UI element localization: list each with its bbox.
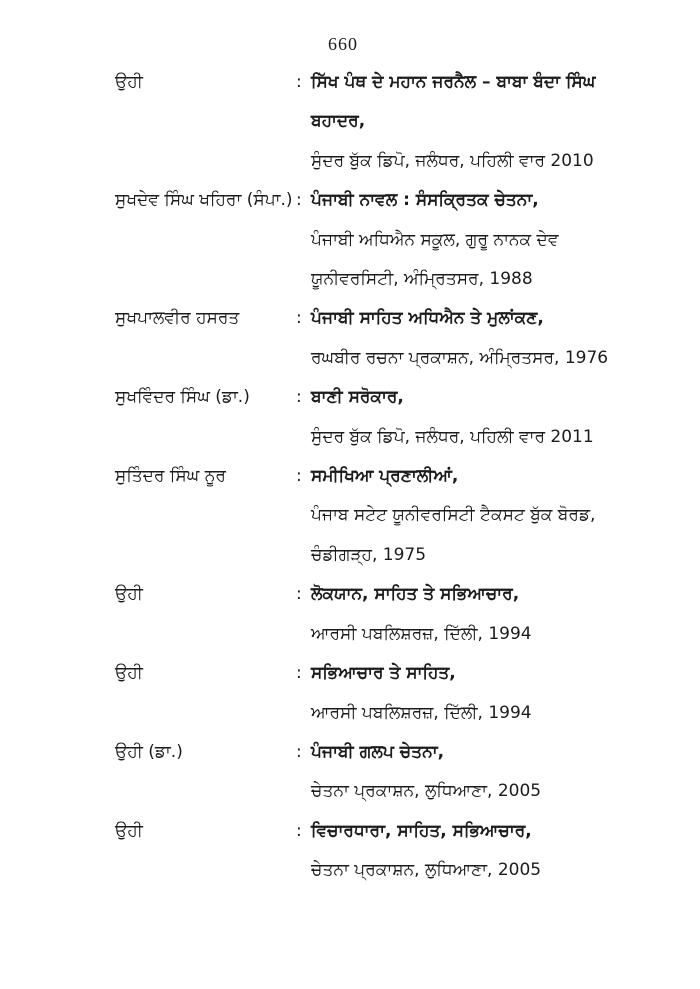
- entry-publisher-line: ਚੇਤਨਾ ਪ੍ਰਕਾਸ਼ਨ, ਲੁਧਿਆਣਾ, 2005: [311, 860, 542, 881]
- entry-publisher-line: ਪੰਜਾਬੀ ਅਧਿਐਨ ਸਕੂਲ, ਗੁਰੂ ਨਾਨਕ ਦੇਵ: [311, 229, 559, 250]
- entry-publisher-line: ਪੰਜਾਬ ਸਟੇਟ ਯੂਨੀਵਰਸਿਟੀ ਟੈਕਸਟ ਬੁੱਕ ਬੋਰਡ,: [311, 505, 596, 526]
- entry-author: ਸੁਖਪਾਲਵੀਰ ਹਸਰਤ: [115, 308, 240, 329]
- entry-publisher-line: ਰਘਬੀਰ ਰਚਨਾ ਪ੍ਰਕਾਸ਼ਨ, ਅੰਮ੍ਰਿਤਸਰ, 1976: [311, 347, 609, 368]
- entry-separator: :: [296, 820, 302, 841]
- entry-title: ਸਭਿਆਚਾਰ ਤੇ ਸਾਹਿਤ,: [311, 663, 456, 684]
- entry-publisher-line: ਆਰਸੀ ਪਬਲਿਸ਼ਰਜ਼, ਦਿੱਲੀ, 1994: [311, 623, 532, 644]
- entry-separator: :: [296, 663, 302, 684]
- bibliography-entry: [115, 654, 675, 733]
- entry-title: ਪੰਜਾਬੀ ਨਾਵਲ : ਸੰਸਕ੍ਰਿਤਕ ਚੇਤਨਾ,: [311, 190, 539, 211]
- entry-title: ਸਿੱਖ ਪੰਥ ਦੇ ਮਹਾਨ ਜਰਨੈਲ – ਬਾਬਾ ਬੰਦਾ ਸਿੰਘ: [311, 72, 596, 92]
- entry-title: ਵਿਚਾਰਧਾਰਾ, ਸਾਹਿਤ, ਸਭਿਆਚਾਰ,: [311, 820, 532, 841]
- entry-author: ਉਹੀ: [115, 584, 143, 605]
- bibliography-entry: [115, 299, 675, 378]
- bibliography-entry: [115, 63, 675, 181]
- page-number: 660: [328, 34, 358, 54]
- entry-publisher-line: ਚੇਤਨਾ ਪ੍ਰਕਾਸ਼ਨ, ਲੁਧਿਆਣਾ, 2005: [311, 781, 542, 802]
- bibliography-entry: [115, 378, 675, 457]
- bibliography-entry: [115, 181, 675, 299]
- entry-author: ਸੁਖਵਿੰਦਰ ਸਿੰਘ (ਡਾ.): [115, 387, 250, 408]
- entry-publisher-line: ਚੰਡੀਗੜ੍ਹ, 1975: [311, 544, 427, 565]
- entry-separator: :: [296, 387, 302, 408]
- entry-title: ਲੋਕਯਾਨ, ਸਾਹਿਤ ਤੇ ਸਭਿਆਚਾਰ,: [311, 584, 520, 605]
- bibliography-list: [115, 63, 675, 891]
- entry-separator: :: [296, 72, 302, 92]
- entry-author: ਉਹੀ: [115, 820, 143, 841]
- entry-author: ਉਹੀ: [115, 663, 143, 684]
- bibliography-entry: [115, 812, 675, 891]
- entry-author: ਸੁਤਿੰਦਰ ਸਿੰਘ ਨੂਰ: [115, 466, 226, 487]
- entry-author: ਉਹੀ: [115, 72, 143, 92]
- entry-title: ਪੰਜਾਬੀ ਸਾਹਿਤ ਅਧਿਐਨ ਤੇ ਮੁਲਾਂਕਣ,: [311, 308, 544, 329]
- entry-separator: :: [296, 741, 302, 762]
- bibliography-entry: [115, 575, 675, 654]
- entry-publisher-line: ਆਰਸੀ ਪਬਲਿਸ਼ਰਜ਼, ਦਿੱਲੀ, 1994: [311, 702, 532, 723]
- entry-separator: :: [296, 308, 302, 329]
- entry-publisher-line: ਸੁੰਦਰ ਬੁੱਕ ਡਿਪੋ, ਜਲੰਧਰ, ਪਹਿਲੀ ਵਾਰ 2011: [311, 426, 594, 447]
- entry-author: ਸੁਖਦੇਵ ਸਿੰਘ ਖਹਿਰਾ (ਸੰਪਾ.): [115, 190, 293, 211]
- bibliography-entry: [115, 457, 675, 575]
- entry-author: ਉਹੀ (ਡਾ.): [115, 741, 183, 762]
- entry-separator: :: [296, 190, 302, 211]
- entry-separator: :: [296, 466, 302, 487]
- entry-publisher-line: ਸੁੰਦਰ ਬੁੱਕ ਡਿਪੋ, ਜਲੰਧਰ, ਪਹਿਲੀ ਵਾਰ 2010: [311, 150, 594, 171]
- entry-title: ਬਾਣੀ ਸਰੋਕਾਰ,: [311, 387, 404, 408]
- entry-title: ਪੰਜਾਬੀ ਗਲਪ ਚੇਤਨਾ,: [311, 741, 445, 762]
- entry-separator: :: [296, 584, 302, 605]
- entry-publisher-line: ਯੂਨੀਵਰਸਿਟੀ, ਅੰਮ੍ਰਿਤਸਰ, 1988: [311, 269, 533, 290]
- entry-title-continuation: ਬਹਾਦਰ,: [311, 111, 366, 132]
- bibliography-entry: [115, 733, 675, 812]
- entry-title: ਸਮੀਖਿਆ ਪ੍ਰਣਾਲੀਆਂ,: [311, 466, 459, 487]
